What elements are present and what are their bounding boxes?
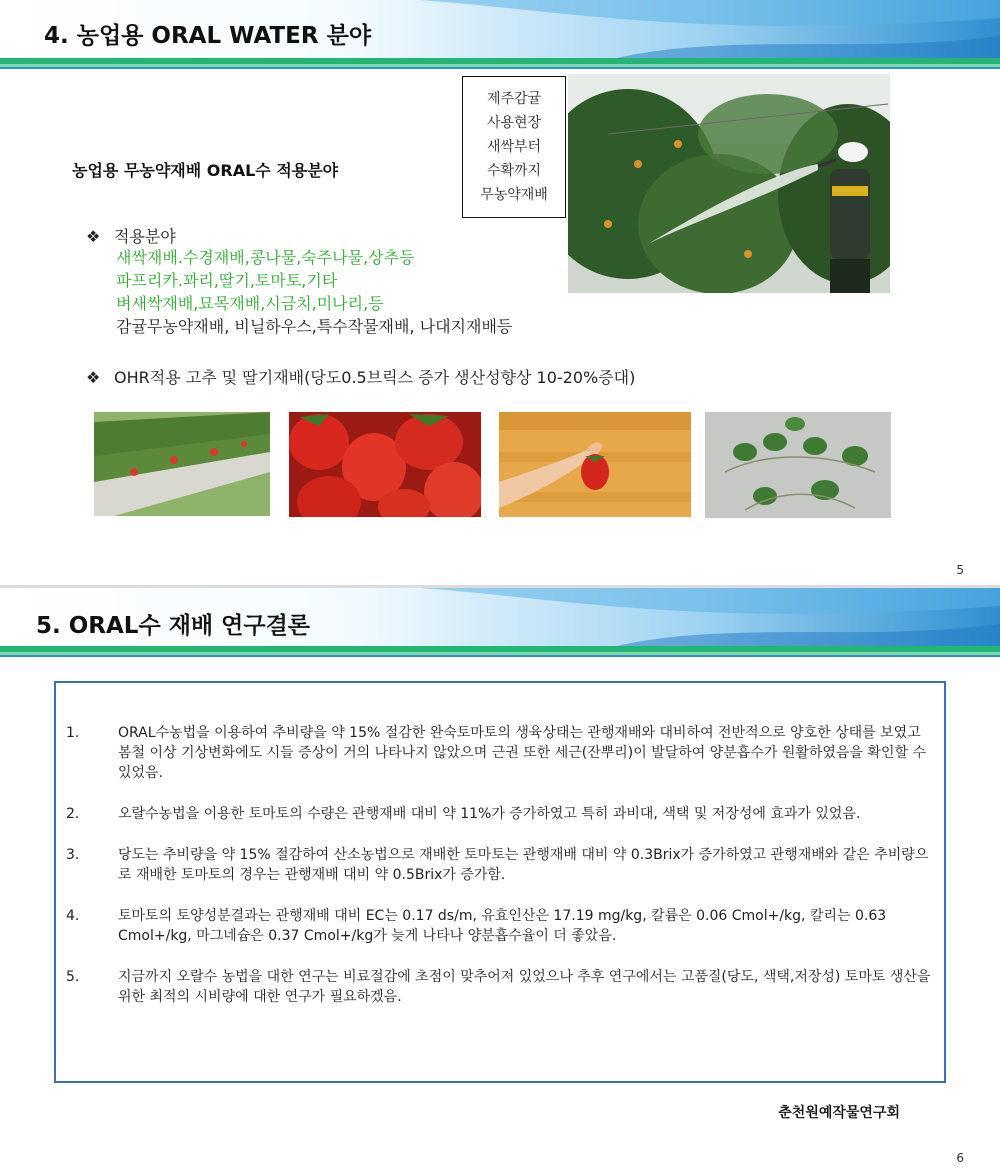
- strawberry-field-photo: [94, 412, 270, 516]
- conclusion-number: 5.: [66, 969, 80, 985]
- callout-line: 수확까지: [486, 163, 542, 179]
- callout-line: 사용현장: [486, 115, 542, 131]
- application-line: 감귤무농약재배, 비닐하우스,특수작물재배, 나대지재배등: [116, 317, 513, 336]
- diamond-bullet-icon: ❖: [86, 227, 101, 246]
- page-number: 5: [956, 563, 964, 577]
- callout-line: 새싹부터: [486, 139, 542, 155]
- conclusions-list: [66, 723, 936, 1028]
- applications-list: [116, 246, 512, 338]
- application-line: 벼새싹재배,묘목재배,시금치,미나리,등: [116, 294, 384, 313]
- organization-name: 춘천원예작물연구회: [778, 1105, 900, 1121]
- callout-box: [462, 76, 566, 218]
- conclusions-box: [54, 681, 946, 1083]
- ohr-text: OHR적용 고추 및 딸기재배(당도0.5브릭스 증가 생산성향상 10-20%증대): [114, 368, 636, 387]
- applications-heading-text: 적용분야: [114, 227, 176, 246]
- callout-line: 무농약재배: [480, 187, 548, 203]
- orchard-spraying-photo: [568, 74, 890, 293]
- conclusion-number: 2.: [66, 806, 80, 822]
- callout-line: 제주감귤: [486, 91, 542, 107]
- conclusion-item: [66, 845, 936, 885]
- conclusion-text: 당도는 추비량을 약 15% 절감하여 산소농법으로 재배한 토마토는 관행재배 대비 약 0.3Brix가 증가하였고 관행재배와 같은 추비량으로 재배한 토마토의 경우는 관행재배 대비 약 0.5Brix가 증가함.: [118, 847, 929, 883]
- conclusion-item: [66, 723, 936, 783]
- application-line: 새싹재배.수경재배,콩나물,숙주나물,상추등: [116, 248, 415, 267]
- diamond-bullet-icon: ❖: [86, 368, 101, 387]
- applications-heading: [86, 224, 176, 247]
- conclusion-text: 토마토의 토양성분결과는 관행재배 대비 EC는 0.17 ds/m, 유효인산은 17.19 mg/kg, 칼륨은 0.06 Cmol+/kg, 칼리는 0.63 Cmol+/kg, 마그네슘은 0.37 Cmol+/kg가 늦게 나타나 양분흡수율이 더 좋았음.: [118, 908, 887, 944]
- conclusion-number: 3.: [66, 847, 80, 863]
- slide-research-conclusions: [0, 588, 1000, 1176]
- slide-title: 5. ORAL수 재배 연구결론: [36, 613, 311, 639]
- conclusion-number: 1.: [66, 725, 80, 741]
- conclusion-text: 지금까지 오랄수 농법을 대한 연구는 비료절감에 초점이 맞추어져 있었으나 추후 연구에서는 고품질(당도, 색택,저장성) 토마토 생산을 위한 최적의 시비량에 대한 연구가 필요하겠음.: [118, 969, 931, 1005]
- slide-title: 4. 농업용 ORAL WATER 분야: [44, 23, 372, 49]
- strawberry-seedlings-photo: [705, 412, 891, 518]
- conclusion-text: 오랄수농법을 이용한 토마토의 수량은 관행재배 대비 약 11%가 증가하였고 특히 과비대, 색택 및 저장성에 효과가 있었음.: [118, 806, 861, 822]
- conclusion-item: [66, 906, 936, 946]
- application-line: 파프리카.꽈리,딸기,토마토,기타: [116, 271, 338, 290]
- conclusion-number: 4.: [66, 908, 80, 924]
- conclusion-item: [66, 804, 936, 824]
- slide-oral-water-agriculture: [0, 0, 1000, 585]
- hand-holding-strawberry-photo: [499, 412, 691, 517]
- ohr-bullet: [86, 365, 635, 388]
- subtitle: 농업용 무농약재배 ORAL수 적용분야: [72, 161, 339, 180]
- conclusion-text: ORAL수농법을 이용하여 추비량을 약 15% 절감한 완숙토마토의 생육상태는 관행재배와 대비하여 전반적으로 양호한 상태를 보였고 봄철 이상 기상변화에도 시들 증상이 거의 나타나지 않았으며 근권 또한 세근(잔뿌리)이 발달하여 양분흡수가 원활하였음을 확인할 수 있었음.: [118, 725, 926, 781]
- strawberries-photo: [289, 412, 481, 517]
- conclusion-item: [66, 967, 936, 1007]
- page-number: 6: [956, 1151, 964, 1165]
